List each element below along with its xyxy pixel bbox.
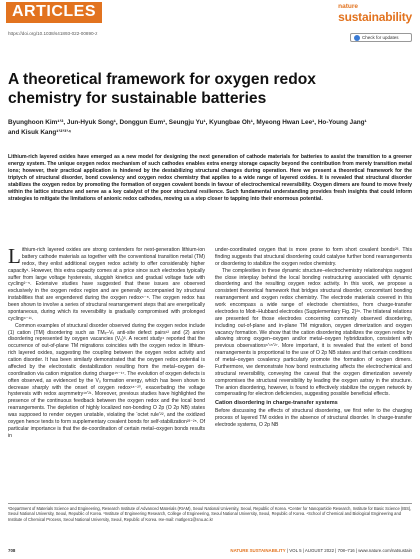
body-paragraph: under-coordinated oxygen that is more prone to form short covalent bonds²³. This finding suggests that structural disordering could catalyse further bond rearrangements or disordering to stabilize the oxygen redox chemistry.: [215, 247, 412, 267]
page-number: 708: [8, 548, 16, 553]
journal-logo-small: nature: [338, 3, 358, 10]
body-column-right: [215, 247, 412, 429]
journal-logo[interactable]: [338, 4, 412, 23]
footer-journal-info: [230, 548, 412, 553]
article-title: A theoretical framework for oxygen redox chemistry for sustainable batteries: [8, 71, 316, 107]
check-updates-label: Check for updates: [362, 35, 399, 40]
footer-issue: | VOL 5 | AUGUST 2022 | 708–716 | www.nature.com/natsustain: [285, 548, 412, 553]
intro-paragraph-text: ithium-rich layered oxides are strong contenders for next-generation lithium-ion battery cathode materials as together with the conventional transition metal (TM) redox, they enlist additional oxygen redox activity to offer considerably higher capacity¹. However, this extra capacity comes at a price since such electrodes typically suffer from large voltage hysteresis, sluggish kinetics and gradual voltage fade with cycling²⁻⁵. Extensive studies have suggested that these issues are observed exclusively in the oxygen redox region and are generally accompanied by structural instabilities that are engendered during the oxygen redox⁶⁻⁸. The oxygen redox has been shown to involve a series of structural rearrangement steps that are energetically spontaneous, during which its reversibility is gradually compromised with prolonged cycling⁹⁻¹¹.: [8, 247, 205, 322]
check-updates-button[interactable]: [350, 33, 412, 42]
intro-paragraph: [8, 244, 205, 323]
affiliations: ¹Department of Materials Science and Engineering, Research Institute of Advanced Materials (RIAM), Seoul National University, Seoul, Republic of Korea. ²Center for Nanoparticle Research, Institute for Basic Science (IBS), Seoul National University, Seoul, Republic of Korea. ³Institute of Engineering Research, College of Engineering, Seoul National University, Seoul, Republic of Korea. ⁴School of Chemical and Biological Engineering and Institute of Chemical Process, Seoul National University, Seoul, Republic of Korea. ✉e-mail: matlgen1@snu.ac.kr: [8, 506, 412, 522]
footer-journal-name: NATURE SUSTAINABILITY: [230, 548, 286, 553]
author-list: [8, 118, 378, 137]
abstract: Lithium-rich layered oxides have emerged as a new model for designing the next generation of cathode materials for batteries to assist the transition to a greener energy system. The unique oxygen redox mechanism of such cathodes enables extra energy storage capacity beyond the contribution from merely transition metal ions; however, their practical application is hindered by the destabilizing structural changes during operation. Here we present a theoretical framework for the triptych of structural disorder, bond covalency and oxygen redox chemistry that applies to a wide range of layered oxides. It is revealed that structural disorder stabilizes the oxygen redox by promoting the formation of oxygen covalent bonds in favour of electrochemical reversibility. Oxygen dimers are found to move freely within the lattice structure and serve as a key catalyst of the poor structural resilience. Such fundamental understanding provides fresh insights that could inform strategies to mitigate the limitations of anionic redox cathodes, moving us a step closer to tapping into their enormous potential.: [8, 154, 412, 203]
body-column-left: [8, 244, 205, 440]
journal-logo-big: sustainability: [338, 9, 412, 24]
body-paragraph: Common examples of structural disorder observed during the oxygen redox include (1) cation (TM) disordering such as TMₗᵢ–Vₗᵢ anti-site defect pairs¹² and (2) anion disordering represented by oxygen vacancies (Vₒ)³. A recent study⁴ reported that the occurrence of out-of-plane TM migrations coincides with the oxygen redox in lithium-rich layered oxides, suggesting the coupling between the oxygen redox activity and cation disorder. It has been similarly demonstrated that the oxygen redox potential is affected by the electrostatic destabilization resulting from the metal–oxygen de-coordination via cation migration during charge¹⁵⁻¹⁷. The evolution of oxygen defects is often observed, as evidenced by the Vₒ formation energy, which has been shown to decrease sharply with the onset of oxygen redox¹⁸⁻²⁰, exacerbating the voltage hysteresis with redox asymmetry¹⁸ʼ²¹. Moreover, previous studies have highlighted the presence of the continuous feedback between the oxygen redox and the local bond rearrangements. The depletion of highly localized non-bonding O 2p (O 2p NB) states was supposed to render oxygen unstable, violating the ‘octet rule’²², and the oxidized oxygen hence tends to form supplementary covalent bonds for self-stabilization²³⁻²⁵. Of particular importance is that the de-coordination of certain metal–oxygen bonds results in: [8, 322, 205, 439]
section-label: ARTICLES: [6, 2, 102, 23]
section-heading: Cation disordering in charge-transfer systems: [215, 400, 338, 407]
crossmark-icon: [354, 35, 360, 41]
authors-text: Byunghoon Kim¹ʼ², Jun-Hyuk Song¹, Donggun Eum¹, Seungju Yu¹, Kyungbae Oh¹, Myeong Hwan Lee¹, Ho-Young Jang¹ and Kisuk Kang¹ʼ²ʼ³ʼ⁴: [8, 119, 367, 136]
dropcap: L: [8, 244, 21, 268]
footnote-divider: [8, 503, 412, 504]
body-paragraph: The complexities in these dynamic structure–electrochemistry relationships suggest the close interplay behind the local bonding restructuring associated with dynamic disordering and the resulting oxygen redox activity. In this work, we propose a consistent theoretical framework that bridges structural disorder, concomitant bonding rearrangement and oxygen redox chemistry. The electrode materials covered in this work encompass a wide range of electrode chemistries, from charge-transfer electrodes to Mott–Hubbard electrodes (Supplementary Fig. 2)²⁶. The trilateral relations are presented for those electrodes concerning commonly observed disordering, including out-of-plane and in-plane TM migration, oxygen dimerization and oxygen vacancy formation. We show that the cation disordering stabilizes the oxygen redox by allowing strong oxygen–oxygen and/or metal–oxygen hybridization, consistent with previous observations⁶ʼ¹⁵ʼ²⁷. More important, it is revealed that the extent of bond rearrangements is proportional to the use of O 2p NB states and that certain conditions of metal–oxygen covalency particularly promote the formation of oxygen dimers. Furthermore, we demonstrate how bond restructuring affects the electrochemical and structural reversibility, conveying the caveat that the oxygen dimerization severely compromises the structural reversibility by leading the oxygen astray in the structure. The anion disordering, however, is found to effectively stabilize the oxygen network by compensating for electron deficiencies, suggesting possible beneficial effects.: [215, 267, 412, 398]
body-paragraph: Before discussing the effects of structural disordering, we first refer to the charging process of layered TM oxides in the absence of structural disorder. In charge-transfer electrode systems, O 2p NB: [215, 408, 412, 428]
doi-link[interactable]: https://doi.org/10.1038/s41893-022-00890-z: [8, 31, 98, 36]
article-header: [0, 0, 420, 24]
